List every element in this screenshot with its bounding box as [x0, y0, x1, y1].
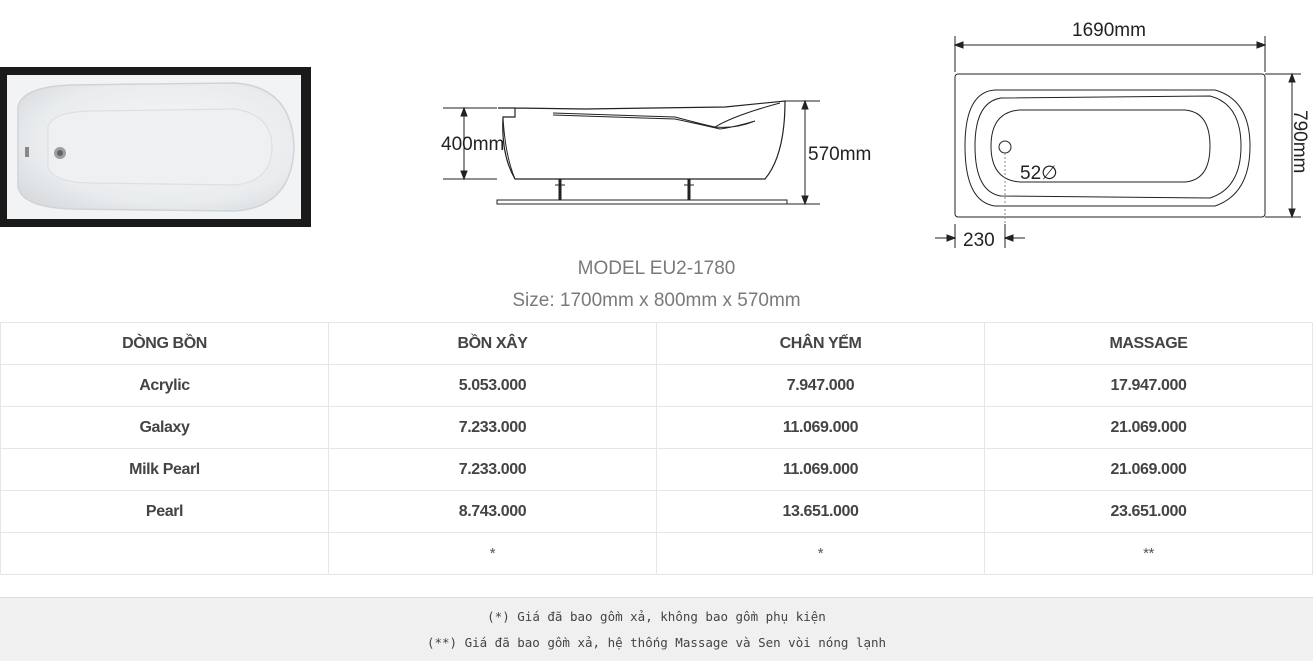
cell-price: 21.069.000	[985, 449, 1313, 491]
note-line-2: (**) Giá đã bao gồm xả, hệ thống Massage và Sen vòi nóng lạnh	[426, 635, 887, 650]
header-freestanding-skirt: CHÂN YẾM	[657, 323, 985, 365]
table-row	[1, 365, 1313, 407]
top-width-label: 790mm	[1289, 110, 1310, 174]
price-notes	[0, 597, 1313, 661]
table-row	[1, 449, 1313, 491]
drain-size-label: 52∅	[1020, 163, 1058, 184]
drain-circle	[999, 141, 1011, 153]
table-row	[1, 491, 1313, 533]
cell-footnote-mark: **	[985, 533, 1313, 575]
header-built-in: BỒN XÂY	[329, 323, 657, 365]
cell-product-line: Milk Pearl	[1, 449, 329, 491]
header-massage: MASSAGE	[985, 323, 1313, 365]
cell-price: 13.651.000	[657, 491, 985, 533]
header-product-line: DÒNG BỒN	[1, 323, 329, 365]
cell-footnote-mark: *	[657, 533, 985, 575]
drain-offset-label: 230	[963, 230, 995, 251]
price-table	[0, 322, 1313, 575]
top-length-label: 1690mm	[1072, 20, 1146, 41]
table-row-footnote-marks	[1, 533, 1313, 575]
cell-price: 7.947.000	[657, 365, 985, 407]
cell-product-line: Pearl	[1, 491, 329, 533]
cell-price: 17.947.000	[985, 365, 1313, 407]
bathtub-top-drawing	[925, 12, 1310, 257]
cell-product-line: Acrylic	[1, 365, 329, 407]
cell-footnote-mark: *	[329, 533, 657, 575]
table-header-row	[1, 323, 1313, 365]
cell-price: 7.233.000	[329, 407, 657, 449]
note-line-1: (*) Giá đã bao gồm xả, không bao gồm phụ kiện	[487, 609, 826, 624]
side-height-outer-label: 400mm	[441, 134, 505, 155]
model-size: Size: 1700mm x 800mm x 570mm	[512, 290, 801, 311]
cell-empty	[1, 533, 329, 575]
table-row	[1, 407, 1313, 449]
cell-price: 21.069.000	[985, 407, 1313, 449]
model-title: MODEL EU2-1780	[577, 258, 736, 279]
cell-product-line: Galaxy	[1, 407, 329, 449]
cell-price: 11.069.000	[657, 407, 985, 449]
bathtub-photo	[0, 67, 311, 227]
cell-price: 7.233.000	[329, 449, 657, 491]
bathtub-side-drawing	[435, 95, 872, 215]
cell-price: 23.651.000	[985, 491, 1313, 533]
cell-price: 8.743.000	[329, 491, 657, 533]
cell-price: 5.053.000	[329, 365, 657, 407]
side-height-total-label: 570mm	[808, 144, 872, 165]
cell-price: 11.069.000	[657, 449, 985, 491]
